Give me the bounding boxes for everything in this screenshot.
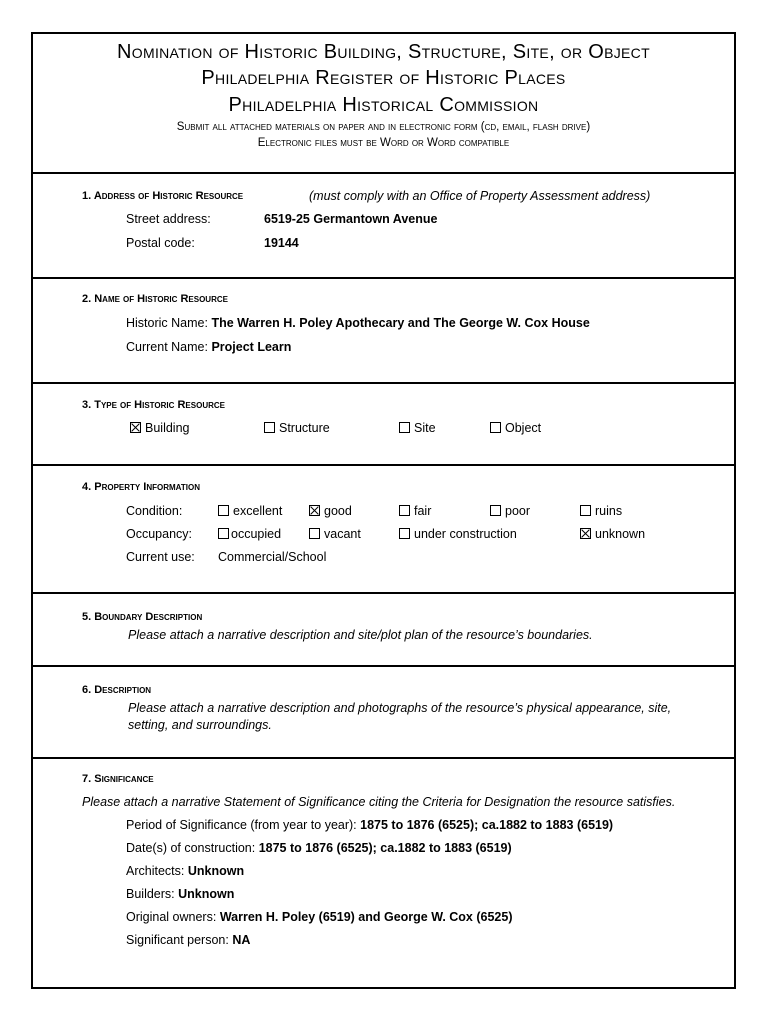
postal-code-label: Postal code: <box>126 236 195 250</box>
builders-row <box>126 887 234 901</box>
construction-dates-row <box>126 841 512 855</box>
register-title: Philadelphia Register of Historic Places <box>201 67 566 89</box>
type-option-label: Building <box>145 421 190 435</box>
electronic-files-note: Electronic files must be Word or Word compatible <box>257 137 510 149</box>
checkbox-icon[interactable] <box>490 505 501 516</box>
checkbox-icon[interactable] <box>218 528 229 539</box>
historic-name-row <box>126 316 590 330</box>
condition-option-label: fair <box>414 504 432 518</box>
period-value[interactable]: 1875 to 1876 (6525); ca.1882 to 1883 (6519) <box>360 818 614 832</box>
checkbox-icon[interactable] <box>218 505 229 516</box>
occupancy-option-label: vacant <box>324 527 361 541</box>
significant-person-label: Significant person: <box>126 933 229 947</box>
current-name-row <box>126 340 291 354</box>
occupancy-option-label: under construction <box>414 527 517 541</box>
historic-name-label: Historic Name: <box>126 316 208 330</box>
boundary-instructions: Please attach a narrative description and site/plot plan of the resource’s boundaries. <box>128 628 593 642</box>
current-use-label: Current use: <box>126 550 195 564</box>
condition-label: Condition: <box>126 504 183 518</box>
address-note: (must comply with an Office of Property Assessment address) <box>309 189 651 203</box>
nomination-form <box>31 32 736 989</box>
owners-label: Original owners: <box>126 910 217 924</box>
section-name <box>33 277 734 384</box>
condition-option-ruins[interactable] <box>580 504 622 518</box>
condition-option-fair[interactable] <box>399 504 431 518</box>
section-title: 7. Significance <box>82 773 154 785</box>
occupancy-option-vacant[interactable] <box>309 527 361 541</box>
street-address-value[interactable]: 6519-25 Germantown Avenue <box>264 212 438 226</box>
form-header <box>33 34 734 174</box>
street-address-label: Street address: <box>126 212 211 226</box>
architects-value[interactable]: Unknown <box>187 864 245 878</box>
checkbox-icon[interactable] <box>580 528 591 539</box>
condition-option-label: poor <box>505 504 531 518</box>
postal-code-value[interactable]: 19144 <box>264 236 299 250</box>
section-significance <box>33 757 734 987</box>
condition-option-poor[interactable] <box>490 504 530 518</box>
description-instructions-line2: setting, and surroundings. <box>128 718 272 732</box>
period-label: Period of Significance (from year to year): <box>126 818 357 832</box>
checkbox-icon[interactable] <box>399 528 410 539</box>
section-property <box>33 464 734 594</box>
current-use-value[interactable]: Commercial/School <box>218 550 327 564</box>
occupancy-label: Occupancy: <box>126 527 193 541</box>
section-title: 5. Boundary Description <box>82 611 203 623</box>
significant-person-value[interactable]: NA <box>232 933 251 947</box>
condition-option-label: excellent <box>233 504 283 518</box>
historic-name-value[interactable]: The Warren H. Poley Apothecary and The George W. Cox House <box>211 316 590 330</box>
owners-value[interactable]: Warren H. Poley (6519) and George W. Cox (6525) <box>219 910 513 924</box>
type-option-label: Object <box>505 421 542 435</box>
architects-label: Architects: <box>126 864 185 878</box>
construction-dates-label: Date(s) of construction: <box>126 841 256 855</box>
period-row <box>126 818 613 832</box>
current-name-value[interactable]: Project Learn <box>211 340 292 354</box>
condition-option-excellent[interactable] <box>218 504 282 518</box>
occupancy-option-unknown[interactable] <box>580 527 645 541</box>
builders-label: Builders: <box>126 887 175 901</box>
section-boundary <box>33 592 734 667</box>
commission-title: Philadelphia Historical Commission <box>228 94 539 116</box>
builders-value[interactable]: Unknown <box>178 887 235 901</box>
submission-note: Submit all attached materials on paper and in electronic form (cd, email, flash drive) <box>176 121 591 133</box>
significance-instructions: Please attach a narrative Statement of Significance citing the Criteria for Designation the resource satisfies. <box>82 795 676 809</box>
section-description <box>33 665 734 759</box>
construction-dates-value[interactable]: 1875 to 1876 (6525); ca.1882 to 1883 (6519) <box>258 841 512 855</box>
section-type <box>33 382 734 466</box>
checkbox-icon[interactable] <box>309 528 320 539</box>
section-title: 1. Address of Historic Resource <box>82 190 244 202</box>
section-title: 4. Property Information <box>82 481 200 493</box>
occupancy-option-occupied[interactable] <box>218 527 281 541</box>
owners-row <box>126 910 513 924</box>
architects-row <box>126 864 244 878</box>
type-option-building[interactable] <box>130 421 189 435</box>
checkbox-icon[interactable] <box>264 422 275 433</box>
form-title: Nomination of Historic Building, Structure, Site, or Object <box>117 41 650 63</box>
checkbox-icon[interactable] <box>399 422 410 433</box>
section-title: 6. Description <box>82 684 152 696</box>
condition-option-label: good <box>324 504 352 518</box>
condition-option-label: ruins <box>595 504 623 518</box>
type-option-object[interactable] <box>490 421 541 435</box>
description-instructions-line1: Please attach a narrative description and photographs of the resource’s physical appearance, site, <box>128 701 672 715</box>
section-title: 3. Type of Historic Resource <box>82 399 225 411</box>
significant-person-row <box>126 933 250 947</box>
section-address <box>33 172 734 279</box>
occupancy-option-label: unknown <box>595 527 646 541</box>
type-option-structure[interactable] <box>264 421 330 435</box>
section-title: 2. Name of Historic Resource <box>82 293 228 305</box>
type-option-site[interactable] <box>399 421 436 435</box>
checkbox-icon[interactable] <box>130 422 141 433</box>
occupancy-option-label: occupied <box>231 527 282 541</box>
condition-option-good[interactable] <box>309 504 352 518</box>
type-option-label: Site <box>414 421 436 435</box>
checkbox-icon[interactable] <box>580 505 591 516</box>
current-name-label: Current Name: <box>126 340 208 354</box>
occupancy-option-under-construction[interactable] <box>399 527 517 541</box>
checkbox-icon[interactable] <box>399 505 410 516</box>
checkbox-icon[interactable] <box>490 422 501 433</box>
type-option-label: Structure <box>279 421 330 435</box>
checkbox-icon[interactable] <box>309 505 320 516</box>
